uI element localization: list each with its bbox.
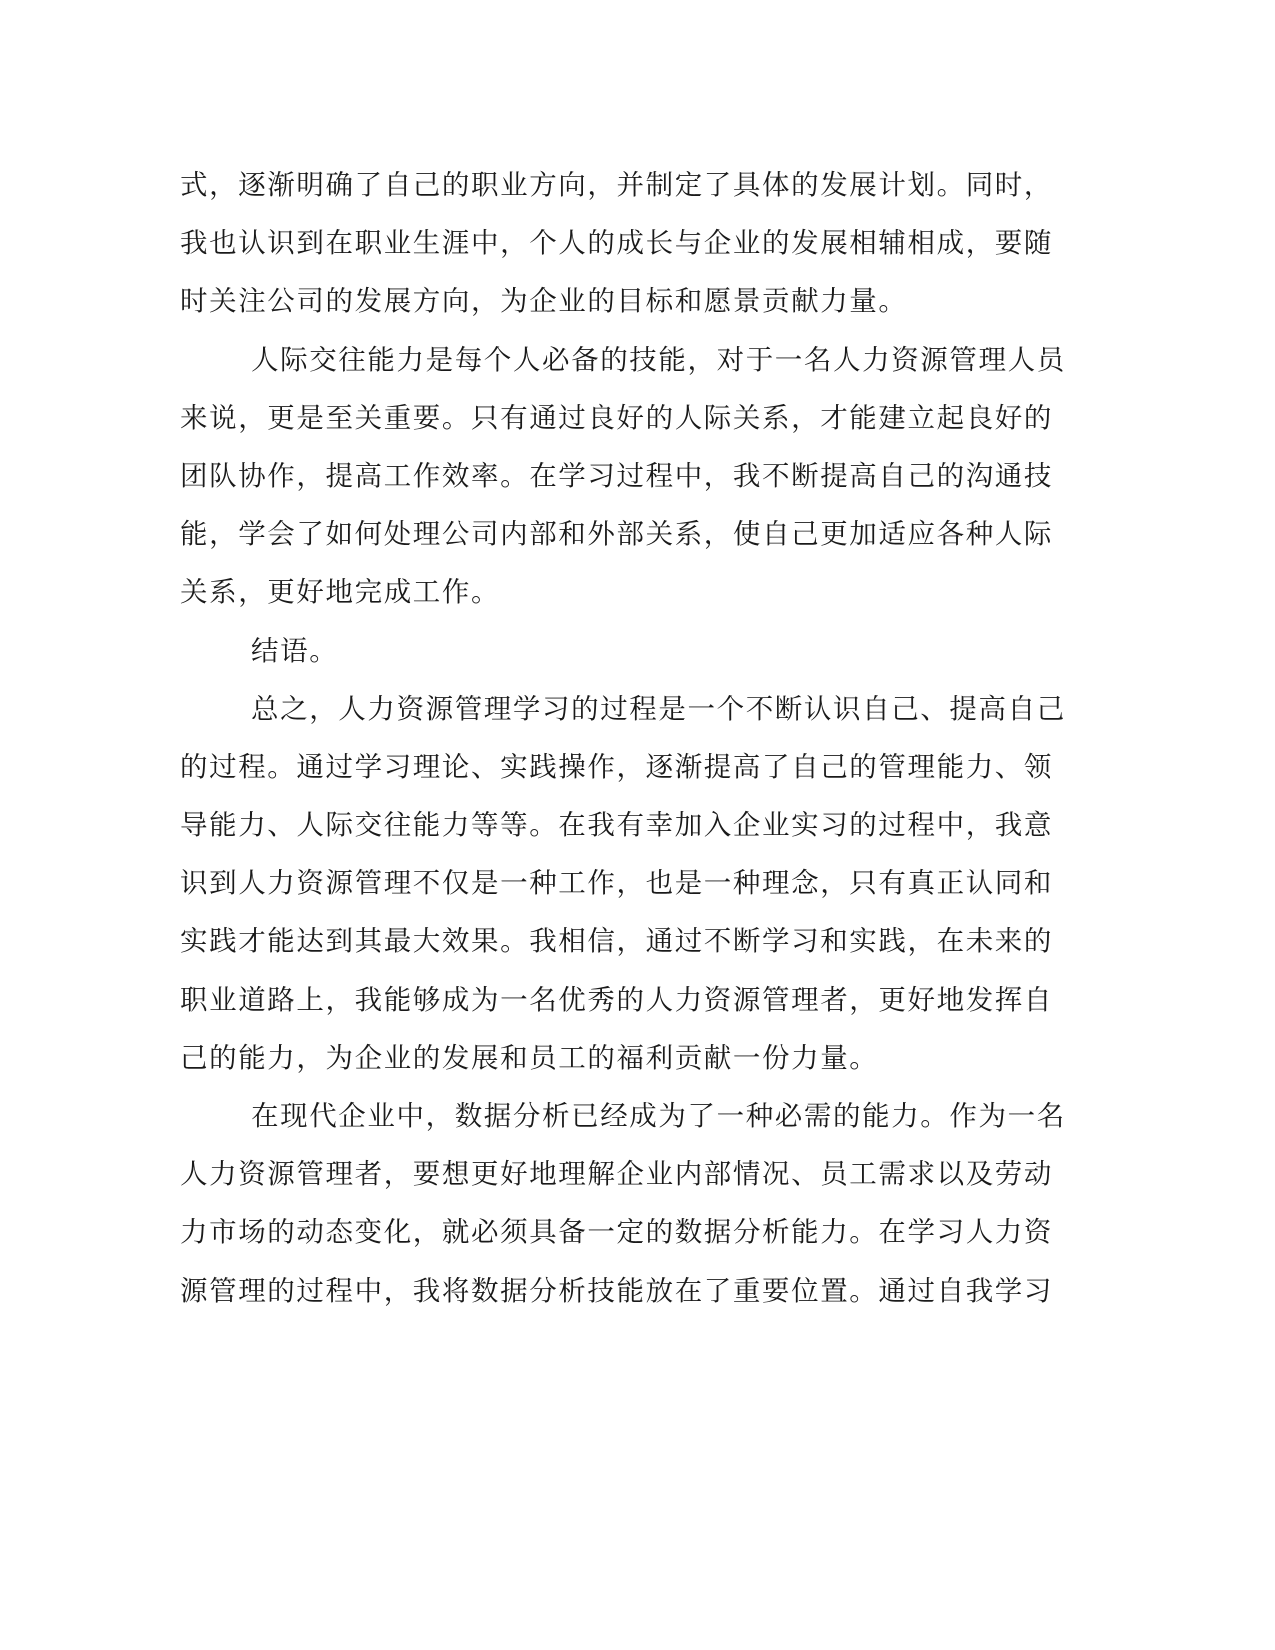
text-line: 时关注公司的发展方向，为企业的目标和愿景贡献力量。	[180, 285, 908, 318]
text-line: 识到人力资源管理不仅是一种工作，也是一种理念，只有真正认同和	[180, 867, 1053, 900]
text-line: 己的能力，为企业的发展和员工的福利贡献一份力量。	[180, 1041, 879, 1074]
text-line: 导能力、人际交往能力等等。在我有幸加入企业实习的过程中，我意	[180, 809, 1053, 842]
text-line: 人力资源管理者，要想更好地理解企业内部情况、员工需求以及劳动	[180, 1158, 1053, 1191]
text-line: 职业道路上，我能够成为一名优秀的人力资源管理者，更好地发挥自	[180, 983, 1053, 1016]
text-line: 的过程。通过学习理论、实践操作，逐渐提高了自己的管理能力、领	[180, 750, 1053, 783]
paragraph-first-line: 总之，人力资源管理学习的过程是一个不断认识自己、提高自己	[251, 692, 1066, 725]
text-line: 团队协作，提高工作效率。在学习过程中，我不断提高自己的沟通技	[180, 459, 1053, 492]
text-line: 来说，更是至关重要。只有通过良好的人际关系，才能建立起良好的	[180, 401, 1053, 434]
paragraph-first-line: 在现代企业中，数据分析已经成为了一种必需的能力。作为一名	[251, 1100, 1066, 1132]
paragraph-first-line: 人际交往能力是每个人必备的技能，对于一名人力资源管理人员	[251, 343, 1066, 376]
text-line: 能，学会了如何处理公司内部和外部关系，使自己更加适应各种人际	[180, 518, 1053, 551]
text-line: 关系，更好地完成工作。	[180, 576, 501, 609]
body-text	[180, 156, 1066, 1320]
text-line: 实践才能达到其最大效果。我相信，通过不断学习和实践，在未来的	[180, 925, 1053, 958]
text-line: 力市场的动态变化，就必须具备一定的数据分析能力。在学习人力资	[180, 1216, 1053, 1249]
section-heading: 结语。	[251, 634, 339, 667]
text-line: 式，逐渐明确了自己的职业方向，并制定了具体的发展计划。同时，	[180, 169, 1053, 201]
text-line: 源管理的过程中，我将数据分析技能放在了重要位置。通过自我学习	[180, 1274, 1053, 1307]
text-line: 我也认识到在职业生涯中，个人的成长与企业的发展相辅相成，要随	[180, 227, 1053, 260]
